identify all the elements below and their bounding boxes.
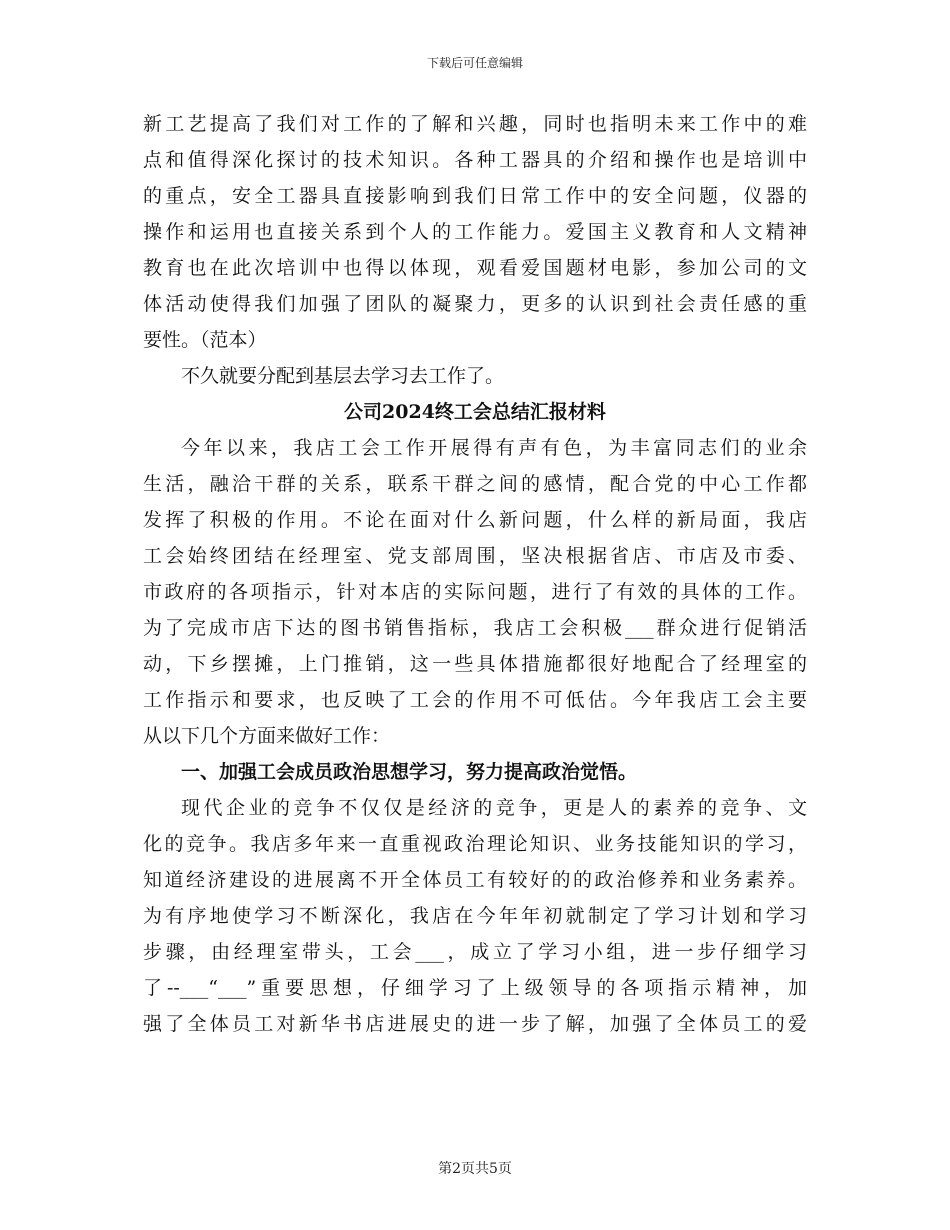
text-line: 不久就要分配到基层去学习去工作了。: [181, 365, 505, 387]
heading-1-wrap: [143, 754, 807, 790]
text-line: 教育也在此次培训中也得以体现，观看爱国题材电影，参加公司的文: [143, 257, 807, 279]
text-line: 步骤，由经理室带头，工会___，成立了学习小组，进一步仔细学习: [143, 941, 807, 963]
text-line: 市政府的各项指示，针对本店的实际问题，进行了有效的具体的工作。: [143, 581, 807, 603]
text-line: 动，下乡摆摊，上门推销，这一些具体措施都很好地配合了经理室的: [143, 653, 807, 675]
paragraph-3: [143, 430, 807, 754]
text-line: 工作指示和要求，也反映了工会的作用不可低估。今年我店工会主要: [143, 689, 807, 711]
text-line: 为了完成市店下达的图书销售指标，我店工会积极___群众进行促销活: [143, 617, 807, 639]
section-title: 公司2024终工会总结汇报材料: [344, 401, 606, 423]
document-body: [143, 106, 807, 1042]
paragraph-4: [143, 790, 807, 1042]
text-line: 的重点，安全工器具直接影响到我们日常工作中的安全问题，仪器的: [143, 185, 807, 207]
text-line: 化的竞争。我店多年来一直重视政治理论知识、业务技能知识的学习，: [143, 833, 807, 855]
text-line: 发挥了积极的作用。不论在面对什么新问题，什么样的新局面，我店: [143, 509, 807, 531]
paragraph-2: [143, 358, 807, 394]
text-line: 现代企业的竞争不仅仅是经济的竞争，更是人的素养的竞争、文: [181, 797, 807, 819]
section-title-wrap: [143, 394, 807, 430]
text-line: 新工艺提高了我们对工作的了解和兴趣，同时也指明未来工作中的难: [143, 113, 807, 135]
text-line: 体活动使得我们加强了团队的凝聚力，更多的认识到社会责任感的重: [143, 293, 807, 315]
page-header: 下载后可任意编辑: [426, 56, 523, 70]
text-line: 点和值得深化探讨的技术知识。各种工器具的介绍和操作也是培训中: [143, 149, 807, 171]
text-line: 工会始终团结在经理室、党支部周围，坚决根据省店、市店及市委、: [143, 545, 807, 567]
text-line: 知道经济建设的进展离不开全体员工有较好的的政治修养和业务素养。: [143, 869, 807, 891]
text-line: 操作和运用也直接关系到个人的工作能力。爱国主义教育和人文精神: [143, 221, 807, 243]
text-line: 要性。（范本）: [143, 329, 267, 351]
text-line: 生活，融洽干群的关系，联系干群之间的感情，配合党的中心工作都: [143, 473, 807, 495]
text-line: 今年以来，我店工会工作开展得有声有色，为丰富同志们的业余: [181, 437, 807, 459]
text-line: 强了全体员工对新华书店进展史的进一步了解，加强了全体员工的爱: [143, 1013, 807, 1035]
text-line: 了--___“___”重要思想，仔细学习了上级领导的各项指示精神，加: [143, 977, 807, 999]
text-line: 为有序地使学习不断深化，我店在今年年初就制定了学习计划和学习: [143, 905, 807, 927]
paragraph-1: [143, 106, 807, 358]
page-number: 第2页共5页: [438, 1161, 512, 1177]
subheading: 一、加强工会成员政治思想学习，努力提高政治觉悟。: [181, 761, 638, 783]
text-line: 从以下几个方面来做好工作：: [143, 725, 391, 747]
